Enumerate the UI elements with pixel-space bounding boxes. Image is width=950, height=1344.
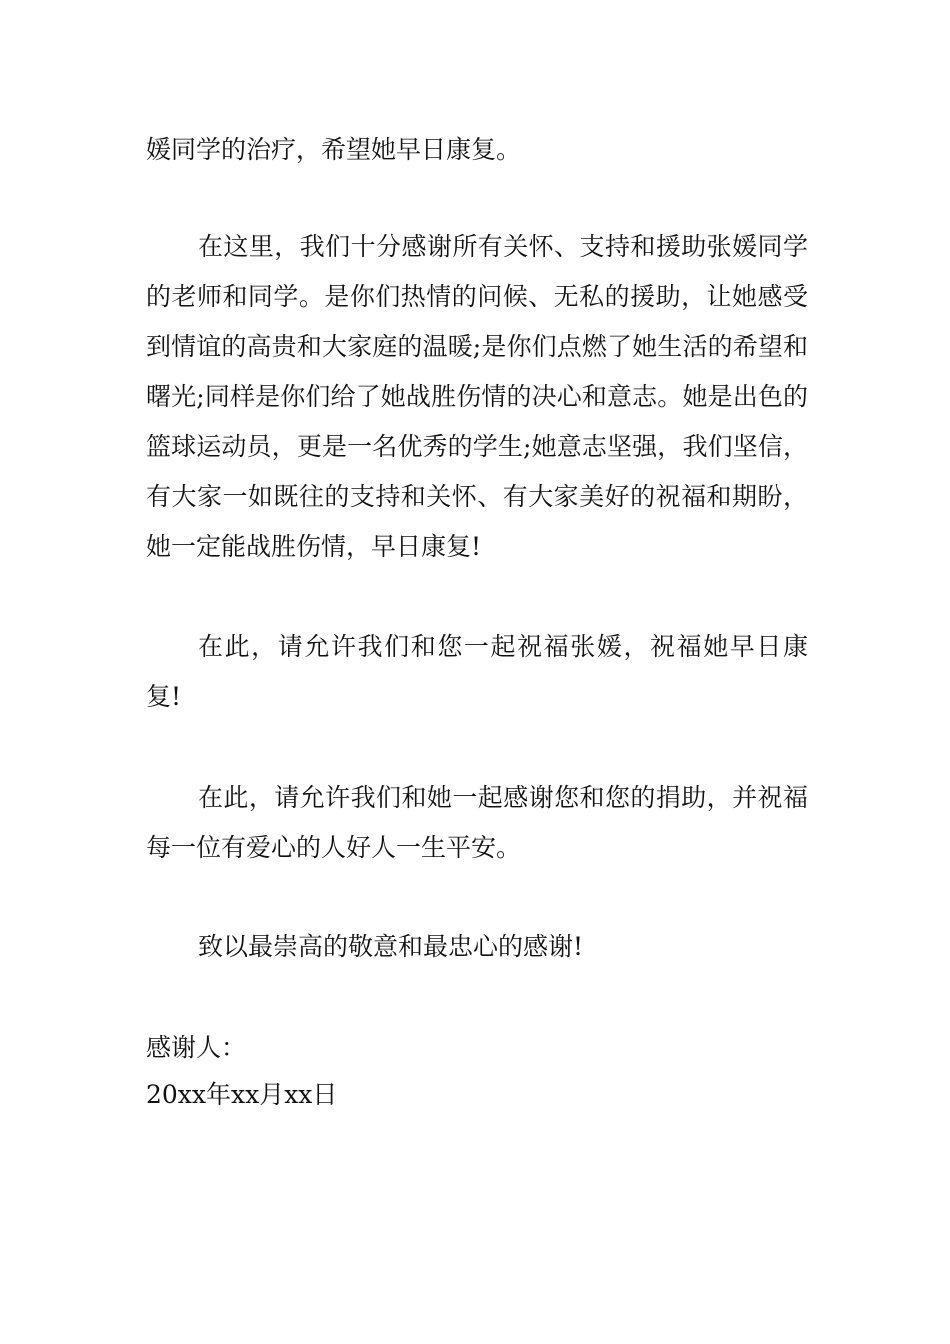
- signature-date: 20xx年xx月xx日: [146, 1080, 338, 1109]
- paragraph-gratitude: 在此，请允许我们和她一起感谢您和您的捐助，并祝福每一位有爱心的人好人一生平安。: [146, 783, 808, 862]
- paragraph-continuation: 媛同学的治疗，希望她早日康复。: [146, 135, 522, 164]
- paragraph-closing: 致以最崇高的敬意和最忠心的感谢!: [198, 932, 584, 961]
- paragraph-blessing: 在此，请允许我们和您一起祝福张媛，祝福她早日康复!: [146, 632, 808, 711]
- signature-label: 感谢人：: [146, 1033, 247, 1062]
- paragraph-thanks: 在这里，我们十分感谢所有关怀、支持和援助张媛同学的老师和同学。是你们热情的问候、无私的援助，让她感受到情谊的高贵和大家庭的温暖;是你们点燃了她生活的希望和曙光;同样是你们给了她战胜伤情的决心和意志。她是出色的篮球运动员，更是一名优秀的学生;她意志坚强，我们坚信，有大家一如既往的支持和关怀、有大家美好的祝福和期盼，她一定能战胜伤情，早日康复!: [146, 232, 808, 561]
